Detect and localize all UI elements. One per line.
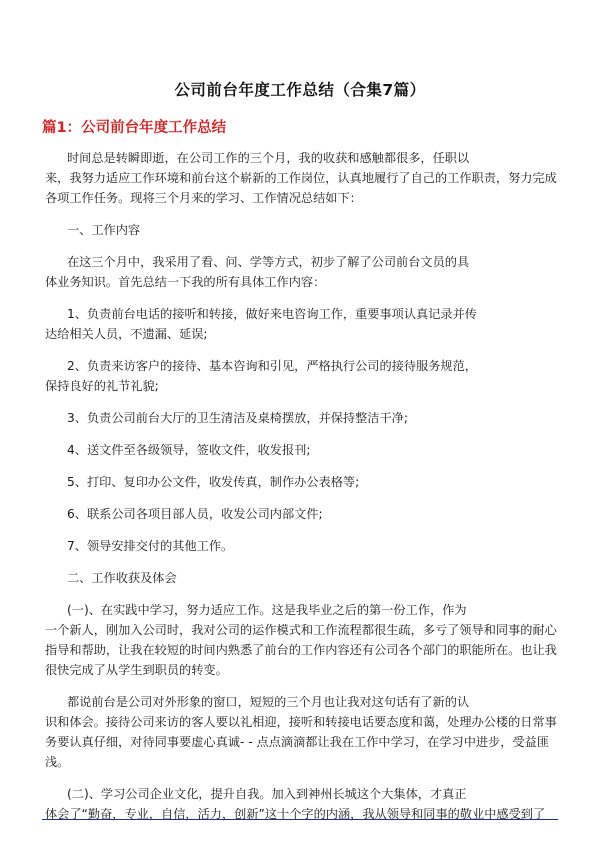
document-body — [45, 148, 565, 824]
list-item-3: 3、负责公司前台大厅的卫生清洁及桌椅摆放，并保持整洁干净; — [67, 411, 408, 425]
list-item-6: 6、联系公司各项目部人员，收发公司内部文件; — [67, 507, 323, 521]
list-item-5: 5、打印、复印办公文件，收发传真，制作办公表格等; — [67, 475, 360, 489]
paragraph-front-desk-window: 都说前台是公司对外形象的窗口，短短的三个月也让我对这句话有了新的认 识和体会。接待公司来访的客人要以礼相迎，接听和转接电话要态度和蔼，处理办公楼的日常事务要认真仔细，对待同事要虚心真诚- - 点点滴滴都让我在工作中学习，在学习中进步，受益匪浅。 — [45, 695, 557, 769]
paragraph-company-culture: (二)、学习公司企业文化，提升自我。加入到神州长城这个大集体，才真正 体会了“勤奋，专业，自信，活力，创新”这十个字的内涵，我从领导和同事的敬业中感受到了 — [45, 787, 546, 821]
list-item-4: 4、送文件至各级领导，签收文件，收发报刊; — [67, 443, 311, 457]
list-item-1: 1、负责前台电话的接听和转接，做好来电咨询工作，重要事项认真记录并传 达给相关人员，不遗漏、延误; — [45, 307, 477, 341]
footer-rule — [42, 819, 558, 820]
list-item-7: 7、领导安排交付的其他工作。 — [67, 539, 234, 553]
section-heading: 篇1：公司前台年度工作总结 — [42, 120, 227, 136]
paragraph-intro: 时间总是转瞬即逝，在公司工作的三个月，我的收获和感触都很多，任职以 来，我努力适应工作环境和前台这个崭新的工作岗位，认真地履行了自己的工作职责，努力完成各项工作任务。现将三个月来的学习、工作情况总结如下： — [45, 151, 557, 205]
heading-work-content: 一、工作内容 — [67, 223, 141, 237]
list-item-2: 2、负责来访客户的接待、基本咨询和引见，严格执行公司的接待服务规范， 保持良好的礼节礼貌; — [45, 359, 477, 393]
document-title: 公司前台年度工作总结（合集7篇） — [174, 81, 426, 99]
paragraph-learning-in-practice: (一)、在实践中学习，努力适应工作。这是我毕业之后的第一份工作，作为 一个新人，刚加入公司时，我对公司的运作模式和工作流程都很生疏，多亏了领导和同事的耐心指导和帮助，让我在较短的时间内熟悉了前台的工作内容还有公司各个部门的职能所在。也让我很快完成了从学生到职员的转变。 — [45, 603, 557, 677]
heading-gains: 二、工作收获及体会 — [67, 571, 177, 585]
paragraph-work-overview: 在这三个月中，我采用了看、问、学等方式，初步了解了公司前台文员的具 体业务知识。首先总结一下我的所有具体工作内容： — [45, 255, 470, 289]
